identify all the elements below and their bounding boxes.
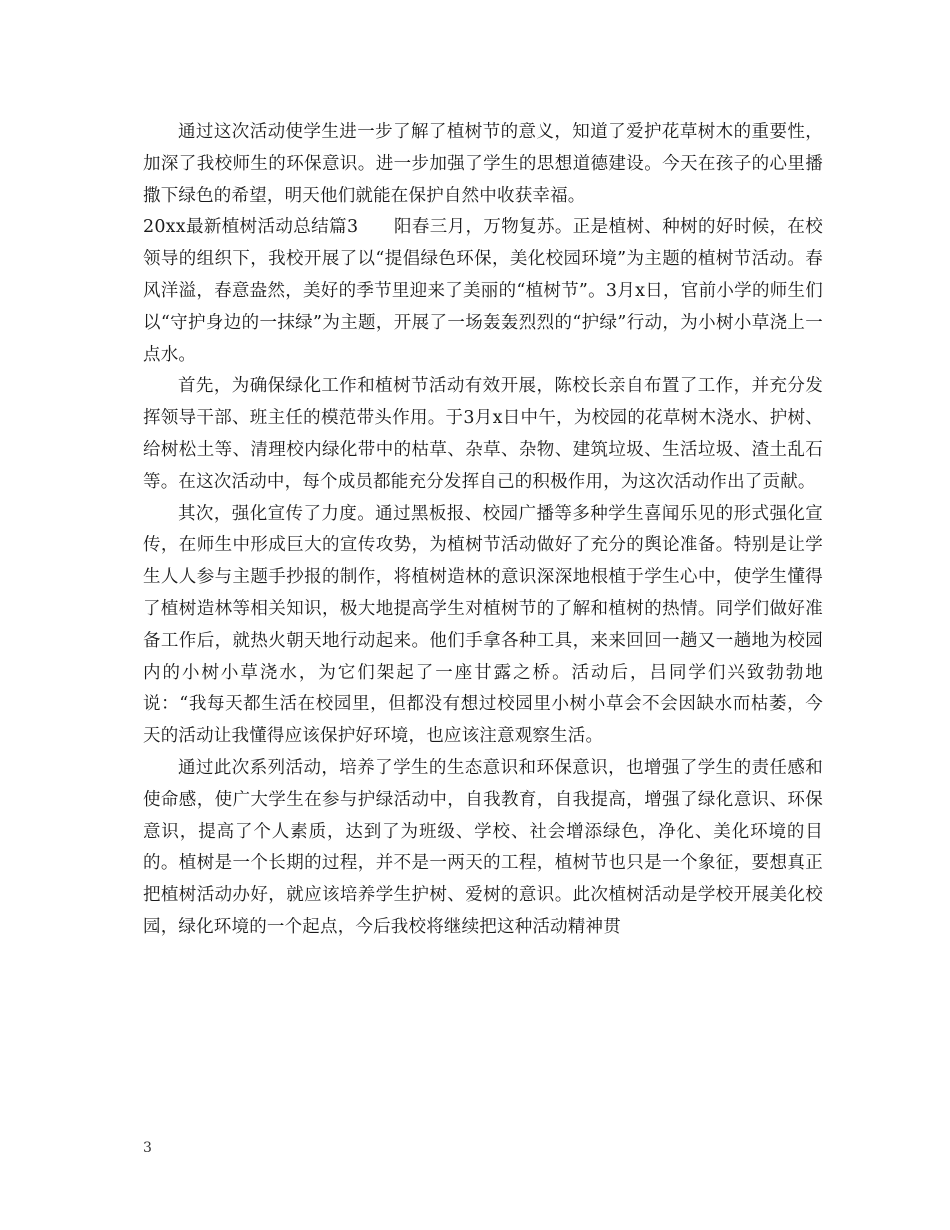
section-paragraph: [143, 212, 823, 371]
section-heading: 20xx最新植树活动总结篇3: [143, 217, 359, 238]
page-number: 3: [143, 1140, 152, 1156]
section-intro-text: 阳春三月，万物复苏。正是植树、种树的好时候，在校领导的组织下，我校开展了以“提倡绿色环保，美化校园环境”为主题的植树节活动。春风洋溢，春意盎然，美好的季节里迎来了美丽的“植树节”。3月x日，官前小学的师生们以“守护身边的一抹绿”为主题，开展了一场轰轰烈烈的“护绿”行动，为小树小草浇上一点水。: [143, 217, 823, 365]
paragraph-4: 通过此次系列活动，培养了学生的生态意识和环保意识，也增强了学生的责任感和使命感，使广大学生在参与护绿活动中，自我教育，自我提高，增强了绿化意识、环保意识，提高了个人素质，达到了为班级、学校、社会增添绿色，净化、美化环境的目的。植树是一个长期的过程，并不是一两天的工程，植树节也只是一个象征，要想真正把植树活动办好，就应该培养学生护树、爱树的意识。此次植树活动是学校开展美化校园，绿化环境的一个起点，今后我校将继续把这种活动精神贯: [143, 757, 823, 937]
paragraph-2: 首先，为确保绿化工作和植树节活动有效开展，陈校长亲自布置了工作，并充分发挥领导干部、班主任的模范带头作用。于3月x日中午，为校园的花草树木浇水、护树、给树松土等、清理校内绿化带中的枯草、杂草、杂物、建筑垃圾、生活垃圾、渣土乱石等。在这次活动中，每个成员都能充分发挥自己的积极作用，为这次活动作出了贡献。: [143, 376, 823, 492]
paragraph-1: 通过这次活动使学生进一步了解了植树节的意义，知道了爱护花草树木的重要性，加深了我校师生的环保意识。进一步加强了学生的思想道德建设。今天在孩子的心里播撒下绿色的希望，明天他们就能在保护自然中收获幸福。: [143, 122, 823, 206]
paragraph-3: 其次，强化宣传了力度。通过黑板报、校园广播等多种学生喜闻乐见的形式强化宣传，在师生中形成巨大的宣传攻势，为植树节活动做好了充分的舆论准备。特别是让学生人人参与主题手抄报的制作，将植树造林的意识深深地根植于学生心中，使学生懂得了植树造林等相关知识，极大地提高学生对植树节的了解和植树的热情。同学们做好准备工作后，就热火朝天地行动起来。他们手拿各种工具，来来回回一趟又一趟地为校园内的小树小草浇水，为它们架起了一座甘露之桥。活动后，吕同学们兴致勃勃地说：“我每天都生活在校园里，但都没有想过校园里小树小草会不会因缺水而枯萎，今天的活动让我懂得应该保护好环境，也应该注意观察生活。: [143, 503, 823, 747]
document-body: [143, 117, 823, 944]
